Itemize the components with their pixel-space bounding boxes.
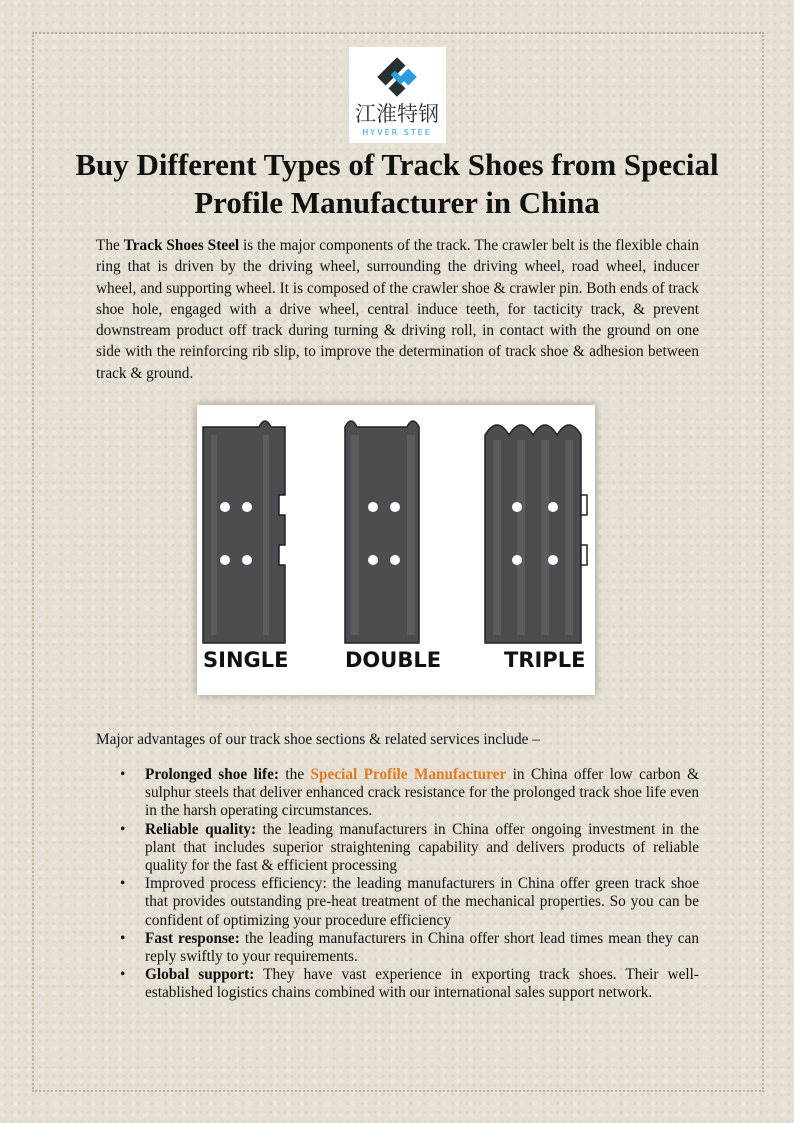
label-single: SINGLE: [203, 648, 289, 672]
track-shoes-steel-term: Track Shoes Steel: [123, 237, 240, 254]
list-item: • Prolonged shoe life: the Special Profile Manufacturer in China offer low carbon & sulphur steels that deliver enhanced crack resistance for the prolonged track shoe life even in the harsh operating circumstances.: [96, 766, 699, 821]
svg-text:HYVER STEE: HYVER STEE: [362, 128, 432, 137]
label-double: DOUBLE: [345, 648, 442, 672]
svg-text:江淮特钢: 江淮特钢: [355, 102, 439, 126]
track-shoe-types-image: [197, 405, 595, 695]
list-item: • Reliable quality: the leading manufacturers in China offer ongoing investment in the plant that includes superior straightening capability and delivers products of reliable quality for the fast & efficient processing: [96, 821, 699, 876]
list-item: • Fast response: the leading manufacturers in China offer short lead times mean they can reply swiftly to your requirements.: [96, 930, 699, 966]
company-logo: [349, 47, 446, 143]
list-item: • Improved process efficiency: the leading manufacturers in China offer green track shoe that provides outstanding pre-heat treatment of the mechanical properties. So you can be confident of optimizing your procedure efficiency: [96, 875, 699, 930]
special-profile-manufacturer-link[interactable]: Special Profile Manufacturer: [310, 766, 507, 783]
intro-paragraph: The Track Shoes Steel is the major components of the track. The crawler belt is the flexible chain ring that is driven by the driving wheel, surrounding the driving wheel, road wheel, inducer wheel, and supporting wheel. It is composed of the crawler shoe & crawler pin. Both ends of track shoe hole, engaged with a drive wheel, central induce teeth, for tacticity track, & prevent downstream product off track during turning & driving roll, in contact with the ground on one side with the reinforcing rib slip, to improve the determination of track shoe & adhesion between track & ground.: [96, 237, 699, 382]
page-title: Buy Different Types of Track Shoes from Special Profile Manufacturer in China: [75, 147, 719, 220]
label-triple: TRIPLE: [504, 648, 586, 672]
advantages-intro: Major advantages of our track shoe sections & related services include –: [96, 731, 540, 748]
list-item: • Global support: They have vast experience in exporting track shoes. Their well-established logistics chains combined with our international sales support network.: [96, 966, 699, 1002]
advantages-list: [96, 766, 699, 1003]
